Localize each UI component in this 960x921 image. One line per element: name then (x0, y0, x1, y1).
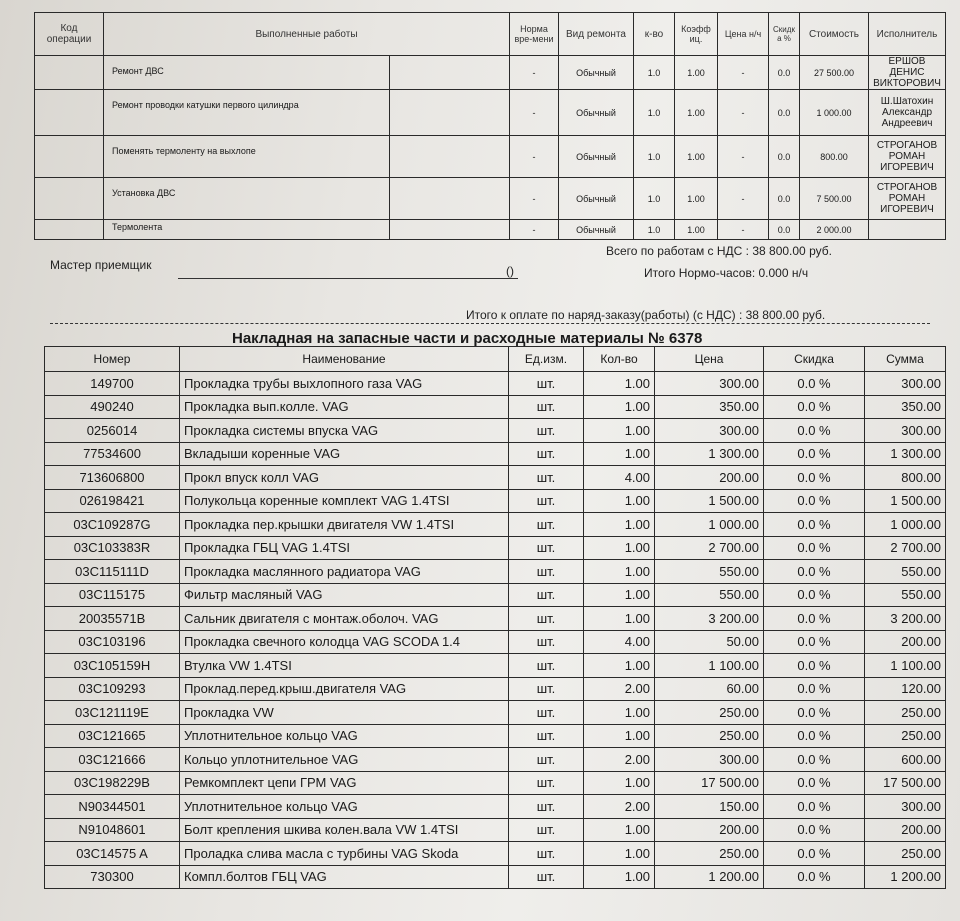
part-sum: 550.00 (865, 583, 946, 607)
part-sum: 200.00 (865, 630, 946, 654)
part-sum: 300.00 (865, 795, 946, 819)
master-label: Мастер приемщик (50, 258, 152, 272)
op-code (35, 90, 104, 136)
part-discount: 0.0 % (764, 842, 865, 866)
part-price: 1 300.00 (655, 442, 764, 466)
part-name: Компл.болтов ГБЦ VAG (180, 865, 509, 889)
part-discount: 0.0 % (764, 583, 865, 607)
part-unit: шт. (509, 842, 584, 866)
work-price: - (718, 136, 769, 178)
part-unit: шт. (509, 724, 584, 748)
part-unit: шт. (509, 466, 584, 490)
work-executor: ЕРШОВ ДЕНИС ВИКТОРОВИЧ (869, 56, 946, 90)
part-sum: 250.00 (865, 701, 946, 725)
part-sum: 1 500.00 (865, 489, 946, 513)
part-price: 3 200.00 (655, 607, 764, 631)
part-name: Прокладка маслянного радиатора VAG (180, 560, 509, 584)
work-price: - (718, 90, 769, 136)
work-name: Установка ДВС (104, 178, 390, 220)
part-number: 730300 (45, 865, 180, 889)
works-row (35, 136, 946, 178)
part-discount: 0.0 % (764, 442, 865, 466)
part-number: 77534600 (45, 442, 180, 466)
work-norm: - (510, 220, 559, 240)
part-price: 200.00 (655, 818, 764, 842)
part-quantity: 1.00 (584, 536, 655, 560)
work-name: Ремонт ДВС (104, 56, 390, 90)
part-unit: шт. (509, 654, 584, 678)
part-quantity: 1.00 (584, 771, 655, 795)
work-cost: 800.00 (800, 136, 869, 178)
work-cost: 2 000.00 (800, 220, 869, 240)
part-discount: 0.0 % (764, 489, 865, 513)
part-quantity: 1.00 (584, 701, 655, 725)
part-sum: 2 700.00 (865, 536, 946, 560)
part-discount: 0.0 % (764, 865, 865, 889)
work-blank (390, 136, 510, 178)
part-quantity: 1.00 (584, 372, 655, 396)
part-unit: шт. (509, 771, 584, 795)
part-unit: шт. (509, 701, 584, 725)
part-discount: 0.0 % (764, 701, 865, 725)
part-name: Прокл впуск колл VAG (180, 466, 509, 490)
part-sum: 1 200.00 (865, 865, 946, 889)
part-name: Прокладка ГБЦ VAG 1.4TSI (180, 536, 509, 560)
parts-row (45, 395, 946, 419)
part-price: 1 200.00 (655, 865, 764, 889)
work-blank (390, 90, 510, 136)
part-quantity: 2.00 (584, 748, 655, 772)
work-qty: 1.0 (634, 56, 675, 90)
part-quantity: 4.00 (584, 630, 655, 654)
parts-row (45, 771, 946, 795)
part-discount: 0.0 % (764, 560, 865, 584)
part-unit: шт. (509, 442, 584, 466)
part-sum: 1 100.00 (865, 654, 946, 678)
part-price: 250.00 (655, 724, 764, 748)
parts-row (45, 466, 946, 490)
part-number: 03C103196 (45, 630, 180, 654)
work-coef: 1.00 (675, 178, 718, 220)
work-price: - (718, 178, 769, 220)
part-name: Прокладка пер.крышки двигателя VW 1.4TSI (180, 513, 509, 537)
part-name: Проклад.перед.крыш.двигателя VAG (180, 677, 509, 701)
part-number: 0256014 (45, 419, 180, 443)
part-unit: шт. (509, 677, 584, 701)
work-qty: 1.0 (634, 90, 675, 136)
col-norm: Норма вре-мени (510, 13, 559, 56)
parts-row (45, 865, 946, 889)
work-type: Обычный (559, 56, 634, 90)
part-quantity: 1.00 (584, 560, 655, 584)
works-row (35, 220, 946, 240)
part-price: 550.00 (655, 560, 764, 584)
part-number: 026198421 (45, 489, 180, 513)
works-header-row (35, 13, 946, 56)
col-coef: Коэфф иц. (675, 13, 718, 56)
work-type: Обычный (559, 178, 634, 220)
work-executor: СТРОГАНОВ РОМАН ИГОРЕВИЧ (869, 136, 946, 178)
work-coef: 1.00 (675, 136, 718, 178)
part-sum: 800.00 (865, 466, 946, 490)
work-price: - (718, 220, 769, 240)
part-name: Прокладка вып.колле. VAG (180, 395, 509, 419)
work-executor: СТРОГАНОВ РОМАН ИГОРЕВИЧ (869, 178, 946, 220)
part-discount: 0.0 % (764, 372, 865, 396)
work-executor: Ш.Шатохин Александр Андреевич (869, 90, 946, 136)
part-discount: 0.0 % (764, 724, 865, 748)
part-quantity: 2.00 (584, 677, 655, 701)
part-discount: 0.0 % (764, 607, 865, 631)
col-number: Номер (45, 347, 180, 372)
col-cost: Стоимость (800, 13, 869, 56)
part-discount: 0.0 % (764, 654, 865, 678)
part-quantity: 1.00 (584, 583, 655, 607)
part-unit: шт. (509, 560, 584, 584)
work-blank (390, 56, 510, 90)
work-qty: 1.0 (634, 178, 675, 220)
part-sum: 300.00 (865, 372, 946, 396)
work-norm: - (510, 178, 559, 220)
part-quantity: 1.00 (584, 395, 655, 419)
norm-hours: Итого Нормо-часов: 0.000 н/ч (644, 266, 809, 280)
op-code (35, 136, 104, 178)
work-blank (390, 178, 510, 220)
works-row (35, 90, 946, 136)
part-quantity: 1.00 (584, 865, 655, 889)
parts-row (45, 818, 946, 842)
works-row (35, 178, 946, 220)
part-price: 1 500.00 (655, 489, 764, 513)
separator-line (50, 323, 930, 324)
work-blank (390, 220, 510, 240)
work-coef: 1.00 (675, 220, 718, 240)
col-price: Цена (655, 347, 764, 372)
work-type: Обычный (559, 136, 634, 178)
part-name: Вкладыши коренные VAG (180, 442, 509, 466)
work-norm: - (510, 136, 559, 178)
part-discount: 0.0 % (764, 513, 865, 537)
part-number: 03C121119E (45, 701, 180, 725)
parts-row (45, 583, 946, 607)
part-quantity: 1.00 (584, 442, 655, 466)
work-type: Обычный (559, 90, 634, 136)
parts-row (45, 560, 946, 584)
part-price: 350.00 (655, 395, 764, 419)
part-quantity: 1.00 (584, 818, 655, 842)
part-price: 1 100.00 (655, 654, 764, 678)
part-sum: 1 000.00 (865, 513, 946, 537)
parts-header-row (45, 347, 946, 372)
op-code (35, 220, 104, 240)
parts-row (45, 701, 946, 725)
work-coef: 1.00 (675, 90, 718, 136)
part-discount: 0.0 % (764, 630, 865, 654)
part-unit: шт. (509, 583, 584, 607)
part-unit: шт. (509, 818, 584, 842)
part-quantity: 1.00 (584, 607, 655, 631)
part-sum: 1 300.00 (865, 442, 946, 466)
part-unit: шт. (509, 513, 584, 537)
signature-line (178, 278, 518, 279)
part-number: 03C115111D (45, 560, 180, 584)
work-cost: 27 500.00 (800, 56, 869, 90)
parts-row (45, 607, 946, 631)
col-unit: Ед.изм. (509, 347, 584, 372)
col-works: Выполненные работы (104, 13, 510, 56)
col-op-code: Код операции (35, 13, 104, 56)
parts-table (44, 346, 946, 889)
part-unit: шт. (509, 795, 584, 819)
total-pay: Итого к оплате по наряд-заказу(работы) (с НДС) : 38 800.00 руб. (466, 308, 826, 322)
work-executor (869, 220, 946, 240)
part-price: 1 000.00 (655, 513, 764, 537)
work-name: Термолента (104, 220, 390, 240)
part-name: Кольцо уплотнительное VAG (180, 748, 509, 772)
part-name: Проладка слива масла с турбины VAG Skoda (180, 842, 509, 866)
part-discount: 0.0 % (764, 536, 865, 560)
part-quantity: 1.00 (584, 654, 655, 678)
part-number: 03C121666 (45, 748, 180, 772)
work-discount: 0.0 (769, 56, 800, 90)
parts-row (45, 372, 946, 396)
part-name: Прокладка VW (180, 701, 509, 725)
master-signature: () (506, 264, 514, 278)
part-number: 03C198229B (45, 771, 180, 795)
part-sum: 250.00 (865, 724, 946, 748)
part-quantity: 1.00 (584, 419, 655, 443)
work-qty: 1.0 (634, 136, 675, 178)
parts-row (45, 536, 946, 560)
part-number: 03C109287G (45, 513, 180, 537)
works-row (35, 56, 946, 90)
part-sum: 120.00 (865, 677, 946, 701)
parts-row (45, 654, 946, 678)
col-name: Наименование (180, 347, 509, 372)
total-works: Всего по работам с НДС : 38 800.00 руб. (606, 244, 832, 258)
part-number: N91048601 (45, 818, 180, 842)
part-sum: 300.00 (865, 419, 946, 443)
part-price: 200.00 (655, 466, 764, 490)
part-name: Прокладка трубы выхлопного газа VAG (180, 372, 509, 396)
parts-row (45, 842, 946, 866)
part-sum: 550.00 (865, 560, 946, 584)
part-quantity: 1.00 (584, 489, 655, 513)
part-price: 250.00 (655, 701, 764, 725)
part-unit: шт. (509, 865, 584, 889)
col-discount: Скидка (764, 347, 865, 372)
work-discount: 0.0 (769, 136, 800, 178)
part-price: 250.00 (655, 842, 764, 866)
col-repair-type: Вид ремонта (559, 13, 634, 56)
part-quantity: 1.00 (584, 513, 655, 537)
part-unit: шт. (509, 489, 584, 513)
works-table (34, 12, 946, 240)
part-name: Втулка VW 1.4TSI (180, 654, 509, 678)
part-number: N90344501 (45, 795, 180, 819)
part-number: 03C115175 (45, 583, 180, 607)
part-unit: шт. (509, 748, 584, 772)
part-price: 300.00 (655, 372, 764, 396)
work-name: Поменять термоленту на выхлопе (104, 136, 390, 178)
part-unit: шт. (509, 419, 584, 443)
part-price: 150.00 (655, 795, 764, 819)
part-sum: 600.00 (865, 748, 946, 772)
part-price: 2 700.00 (655, 536, 764, 560)
work-cost: 7 500.00 (800, 178, 869, 220)
part-discount: 0.0 % (764, 395, 865, 419)
part-sum: 200.00 (865, 818, 946, 842)
part-name: Уплотнительное кольцо VAG (180, 724, 509, 748)
part-quantity: 4.00 (584, 466, 655, 490)
part-number: 713606800 (45, 466, 180, 490)
part-unit: шт. (509, 536, 584, 560)
work-norm: - (510, 90, 559, 136)
parts-row (45, 630, 946, 654)
parts-row (45, 442, 946, 466)
part-name: Сальник двигателя с монтаж.оболоч. VAG (180, 607, 509, 631)
part-number: 03C121665 (45, 724, 180, 748)
part-quantity: 1.00 (584, 842, 655, 866)
col-price: Цена н/ч (718, 13, 769, 56)
part-quantity: 2.00 (584, 795, 655, 819)
part-number: 03C105159H (45, 654, 180, 678)
parts-title: Накладная на запасные части и расходные материалы № 6378 (232, 330, 703, 347)
op-code (35, 178, 104, 220)
part-discount: 0.0 % (764, 466, 865, 490)
parts-row (45, 513, 946, 537)
part-name: Фильтр масляный VAG (180, 583, 509, 607)
part-name: Болт крепления шкива колен.вала VW 1.4TSI (180, 818, 509, 842)
part-number: 03C103383R (45, 536, 180, 560)
part-price: 300.00 (655, 748, 764, 772)
part-price: 60.00 (655, 677, 764, 701)
work-cost: 1 000.00 (800, 90, 869, 136)
part-sum: 17 500.00 (865, 771, 946, 795)
part-unit: шт. (509, 630, 584, 654)
work-discount: 0.0 (769, 178, 800, 220)
part-number: 20035571B (45, 607, 180, 631)
part-discount: 0.0 % (764, 795, 865, 819)
parts-row (45, 724, 946, 748)
part-number: 149700 (45, 372, 180, 396)
part-sum: 3 200.00 (865, 607, 946, 631)
part-discount: 0.0 % (764, 419, 865, 443)
parts-row (45, 748, 946, 772)
work-coef: 1.00 (675, 56, 718, 90)
part-number: 03C109293 (45, 677, 180, 701)
part-price: 300.00 (655, 419, 764, 443)
work-price: - (718, 56, 769, 90)
work-discount: 0.0 (769, 90, 800, 136)
part-name: Уплотнительное кольцо VAG (180, 795, 509, 819)
part-discount: 0.0 % (764, 818, 865, 842)
col-sum: Сумма (865, 347, 946, 372)
col-discount: Скидк а % (769, 13, 800, 56)
work-norm: - (510, 56, 559, 90)
work-discount: 0.0 (769, 220, 800, 240)
part-name: Прокладка свечного колодца VAG SCODA 1.4 (180, 630, 509, 654)
part-sum: 350.00 (865, 395, 946, 419)
part-number: 490240 (45, 395, 180, 419)
part-unit: шт. (509, 607, 584, 631)
col-executor: Исполнитель (869, 13, 946, 56)
part-name: Ремкомплект цепи ГРМ VAG (180, 771, 509, 795)
part-number: 03C14575 A (45, 842, 180, 866)
part-discount: 0.0 % (764, 748, 865, 772)
parts-row (45, 419, 946, 443)
work-type: Обычный (559, 220, 634, 240)
parts-row (45, 795, 946, 819)
part-name: Полукольца коренные комплект VAG 1.4TSI (180, 489, 509, 513)
parts-row (45, 489, 946, 513)
part-name: Прокладка системы впуска VAG (180, 419, 509, 443)
work-qty: 1.0 (634, 220, 675, 240)
parts-row (45, 677, 946, 701)
part-quantity: 1.00 (584, 724, 655, 748)
col-quantity: Кол-во (584, 347, 655, 372)
part-discount: 0.0 % (764, 677, 865, 701)
col-qty: к-во (634, 13, 675, 56)
part-price: 550.00 (655, 583, 764, 607)
part-sum: 250.00 (865, 842, 946, 866)
part-discount: 0.0 % (764, 771, 865, 795)
part-unit: шт. (509, 372, 584, 396)
part-price: 50.00 (655, 630, 764, 654)
part-unit: шт. (509, 395, 584, 419)
op-code (35, 56, 104, 90)
part-price: 17 500.00 (655, 771, 764, 795)
work-name: Ремонт проводки катушки первого цилиндра (104, 90, 390, 136)
